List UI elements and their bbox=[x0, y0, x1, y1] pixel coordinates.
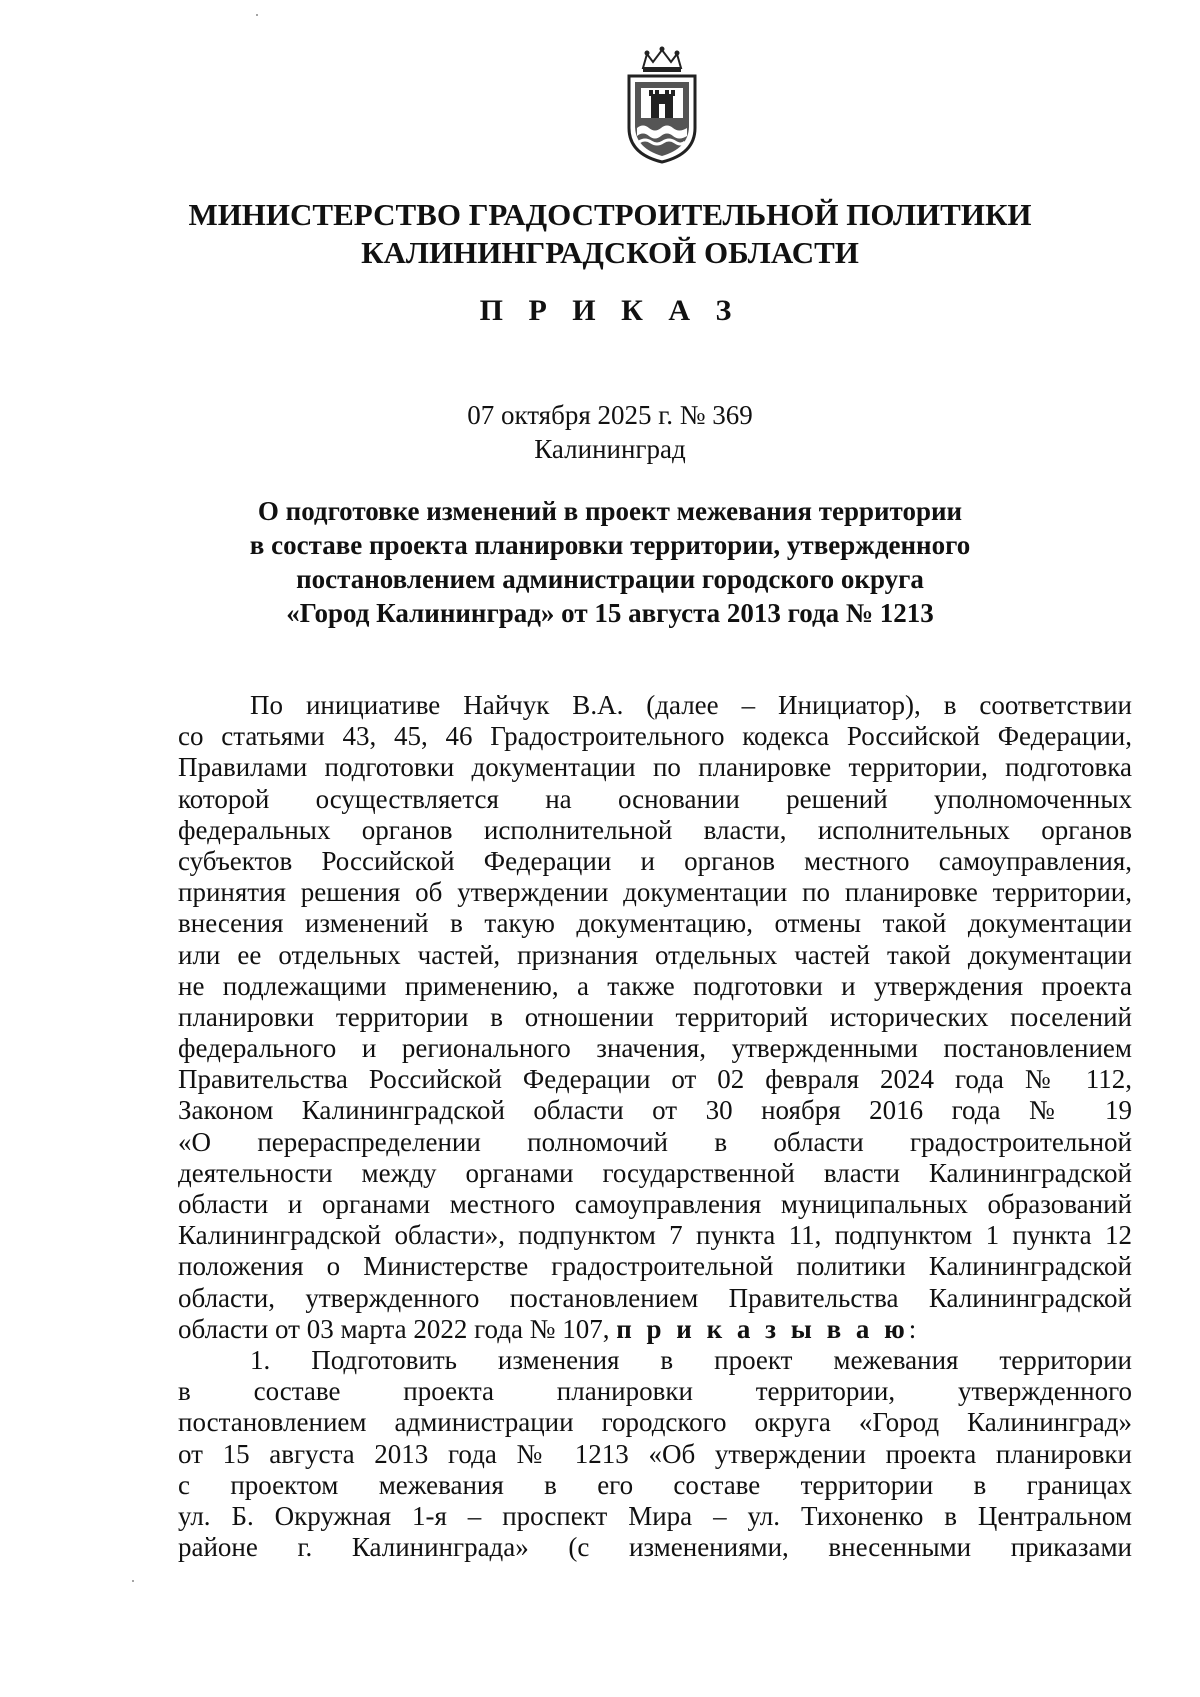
body-line: федерального и регионального значения, утвержденными постановлением bbox=[178, 1033, 1132, 1064]
item1-line: районе г. Калининграда» (с изменениями, внесенными приказами bbox=[178, 1532, 1132, 1563]
order-title: П Р И К А З bbox=[479, 294, 741, 327]
body-line: Правительства Российской Федерации от 02 февраля 2024 года № 112, bbox=[178, 1064, 1132, 1095]
body-line: области, утвержденного постановлением Правительства Калининградской bbox=[178, 1282, 1132, 1313]
order-date-block bbox=[180, 398, 1040, 466]
order-city: Калининград bbox=[534, 434, 686, 464]
scan-speck bbox=[256, 14, 258, 16]
body-line: со статьями 43, 45, 46 Градостроительного кодекса Российской Федерации, bbox=[178, 721, 1132, 752]
order-body bbox=[178, 690, 1132, 1563]
body-line: принятия решения об утверждении документации по планировке территории, bbox=[178, 877, 1132, 908]
subject-line: постановлением администрации городского округа bbox=[296, 564, 924, 594]
item1-line: с проектом межевания в его составе территории в границах bbox=[178, 1469, 1132, 1500]
subject-line: О подготовке изменений в проект межевания территории bbox=[257, 496, 963, 526]
body-line-order-verb bbox=[178, 1314, 1132, 1345]
ministry-name-line1: МИНИСТЕРСТВО ГРАДОСТРОИТЕЛЬНОЙ ПОЛИТИКИ bbox=[188, 197, 1032, 232]
body-line: «О перераспределении полномочий в области градостроительной bbox=[178, 1126, 1132, 1157]
scan-speck bbox=[132, 1580, 134, 1582]
order-verb-colon: : bbox=[908, 1313, 917, 1344]
coat-of-arms-emblem bbox=[625, 46, 699, 164]
body-line: субъектов Российской Федерации и органов местного самоуправления, bbox=[178, 845, 1132, 876]
body-line: планировки территории в отношении территорий исторических поселений bbox=[178, 1001, 1132, 1032]
body-line: области и органами местного самоуправления муниципальных образований bbox=[178, 1189, 1132, 1219]
ministry-name bbox=[180, 196, 1040, 272]
order-subject bbox=[180, 494, 1040, 630]
item1-line: ул. Б. Окружная 1-я – проспект Мира – ул. Тихоненко в Центральном bbox=[178, 1500, 1132, 1531]
body-line: деятельности между органами государственной власти Калининградской bbox=[178, 1157, 1132, 1188]
ministry-name-line2: КАЛИНИНГРАДСКОЙ ОБЛАСТИ bbox=[361, 235, 859, 270]
body-line: не подлежащими применению, а также подготовки и утверждения проекта bbox=[178, 970, 1132, 1001]
item1-line: постановлением администрации городского округа «Город Калининград» bbox=[178, 1407, 1132, 1438]
item1-line: в составе проекта планировки территории, утвержденного bbox=[178, 1376, 1132, 1407]
body-line: Законом Калининградской области от 30 ноября 2016 года № 19 bbox=[178, 1095, 1132, 1126]
item1-line: 1. Подготовить изменения в проект межевания территории bbox=[250, 1344, 1132, 1375]
subject-line: «Город Калининград» от 15 августа 2013 года № 1213 bbox=[286, 598, 934, 628]
order-verb: п р и к а з ы в а ю bbox=[616, 1313, 909, 1344]
body-line: которой осуществляется на основании решений уполномоченных bbox=[178, 783, 1132, 814]
subject-line: в составе проекта планировки территории, утвержденного bbox=[249, 530, 971, 560]
item1-line: от 15 августа 2013 года № 1213 «Об утверждении проекта планировки bbox=[178, 1438, 1132, 1469]
body-line: федеральных органов исполнительной власти, исполнительных органов bbox=[178, 814, 1132, 845]
body-line: положения о Министерстве градостроительной политики Калининградской bbox=[178, 1251, 1132, 1282]
body-line: внесения изменений в такую документацию, отмены такой документации bbox=[178, 908, 1132, 939]
body-line: По инициативе Найчук В.А. (далее – Инициатор), в соответствии bbox=[250, 690, 1132, 720]
body-line: Калининградской области», подпунктом 7 пункта 11, подпунктом 1 пункта 12 bbox=[178, 1220, 1132, 1251]
body-line: или ее отдельных частей, признания отдельных частей такой документации bbox=[178, 939, 1132, 970]
body-line: Правилами подготовки документации по планировке территории, подготовка bbox=[178, 752, 1132, 783]
body-line-prefix: области от 03 марта 2022 года № 107, bbox=[178, 1313, 617, 1344]
order-date-number: 07 октября 2025 г. № 369 bbox=[467, 400, 753, 430]
